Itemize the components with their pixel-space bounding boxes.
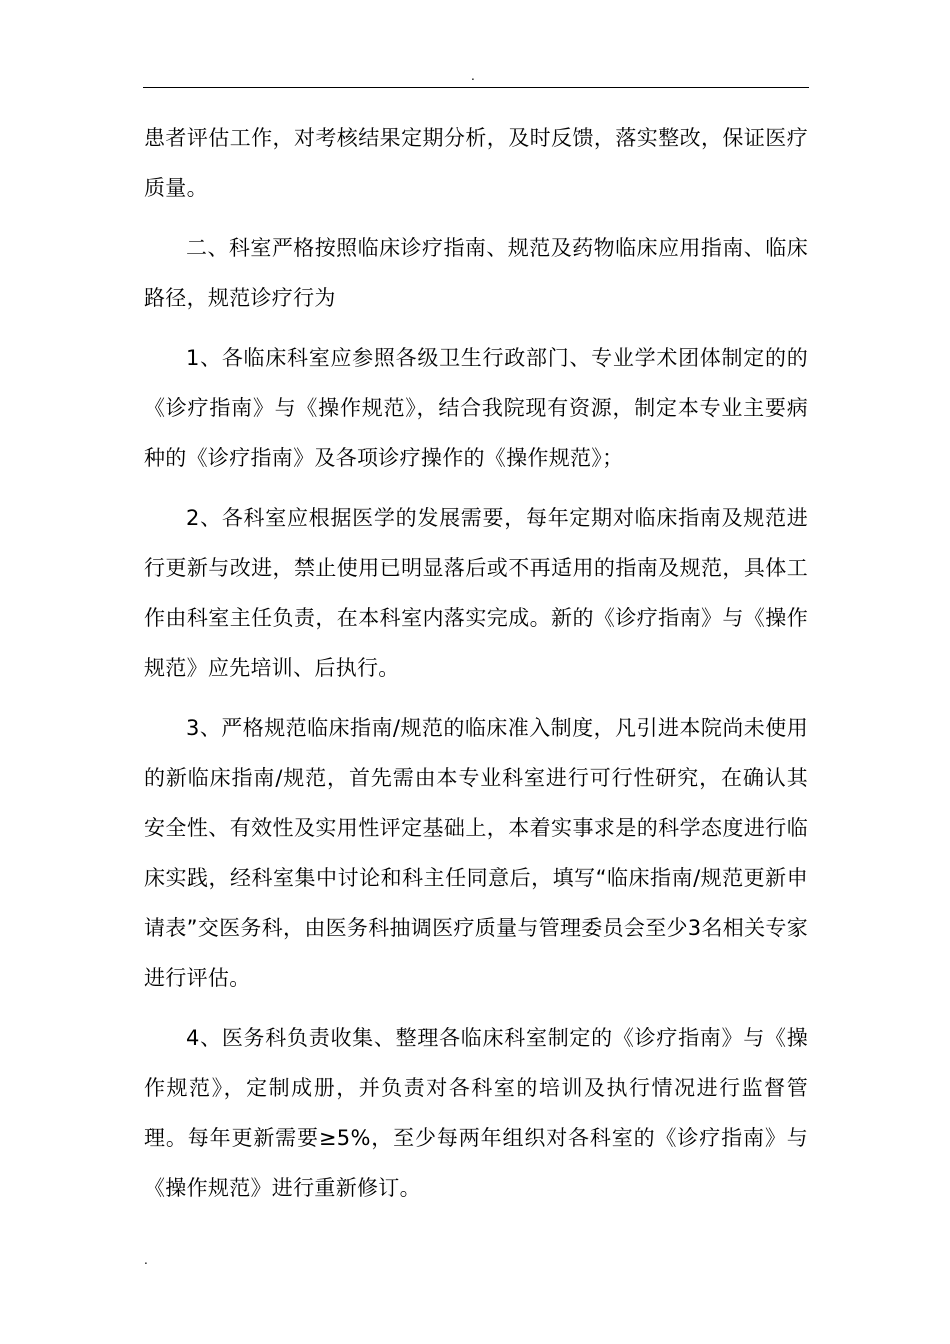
paragraph-item-4: 4、医务科负责收集、整理各临床科室制定的《诊疗指南》与《操作规范》，定制成册，并负责对各科室的培训及执行情况进行监督管理。每年更新需要≥5%，至少每两年组织对各科室的《诊疗指南》与《操作规范》进行重新修订。 — [144, 1026, 808, 1200]
section-heading: 二、科室严格按照临床诊疗指南、规范及药物临床应用指南、临床路径，规范诊疗行为 — [144, 236, 808, 310]
header-rule — [143, 87, 809, 88]
footer-mark: . — [144, 1253, 148, 1267]
document-body — [144, 113, 808, 1213]
paragraph-item-2: 2、各科室应根据医学的发展需要，每年定期对临床指南及规范进行更新与改进，禁止使用已明显落后或不再适用的指南及规范，具体工作由科室主任负责，在本科室内落实完成。新的《诊疗指南》与《操作规范》应先培训、后执行。 — [144, 506, 808, 680]
paragraph-continuation: 患者评估工作，对考核结果定期分析，及时反馈，落实整改，保证医疗质量。 — [144, 126, 808, 200]
paragraph-item-3: 3、严格规范临床指南/规范的临床准入制度，凡引进本院尚未使用的新临床指南/规范，首先需由本专业科室进行可行性研究，在确认其安全性、有效性及实用性评定基础上，本着实事求是的科学态度进行临床实践，经科室集中讨论和科主任同意后，填写“临床指南/规范更新申请表”交医务科，由医务科抽调医疗质量与管理委员会至少3名相关专家进行评估。 — [144, 716, 808, 990]
header-mark: . — [471, 69, 475, 83]
paragraph-item-1: 1、各临床科室应参照各级卫生行政部门、专业学术团体制定的的《诊疗指南》与《操作规范》，结合我院现有资源，制定本专业主要病种的《诊疗指南》及各项诊疗操作的《操作规范》； — [144, 346, 808, 470]
